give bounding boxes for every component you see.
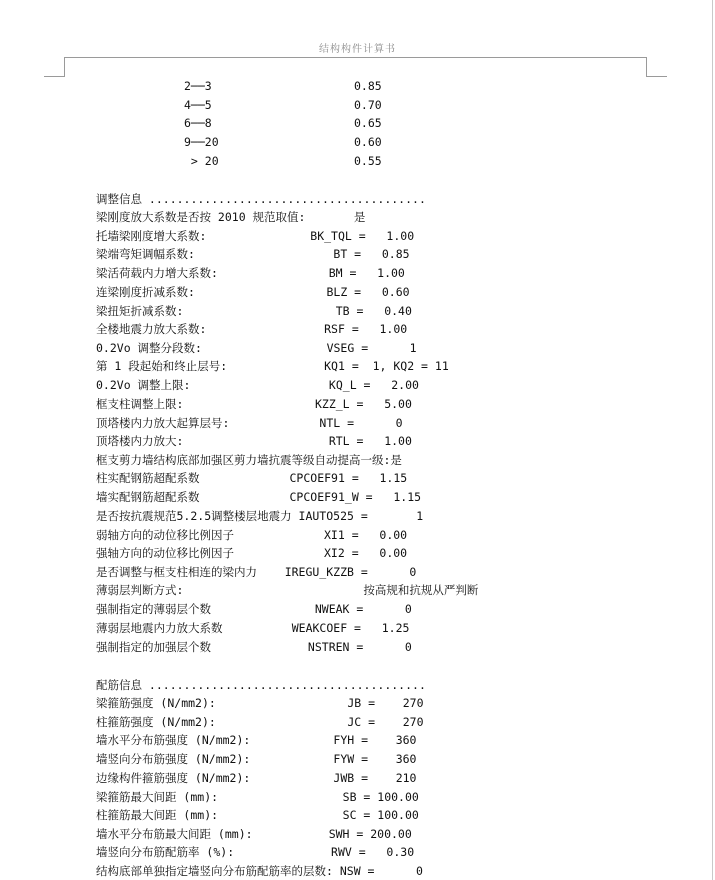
adjust-line: 是否按抗震规范5.2.5调整楼层地震力 IAUTO525 = 1 (96, 509, 424, 523)
rebar-line: 梁箍筋最大间距 (mm): SB = 100.00 (96, 790, 419, 804)
value-cell: 0.70 (354, 98, 382, 112)
page-header-title: 结构构件计算书 (319, 44, 396, 55)
adjust-heading: 调整信息 ........................................ (96, 192, 426, 206)
adjust-line: 框支柱调整上限: KZZ_L = 5.00 (96, 397, 412, 411)
range-cell: 4──5 (184, 98, 212, 112)
range-cell: 9──20 (184, 135, 219, 149)
rebar-line: 墙水平分布筋最大间距 (mm): SWH = 200.00 (96, 827, 412, 841)
rebar-line: 柱箍筋最大间距 (mm): SC = 100.00 (96, 808, 419, 822)
table-row (0, 77, 382, 95)
value-cell: 0.85 (354, 79, 382, 93)
adjust-line: 顶塔楼内力放大起算层号: NTL = 0 (96, 416, 403, 430)
adjust-line: 梁端弯矩调幅系数: BT = 0.85 (96, 247, 410, 261)
header-rule (64, 57, 647, 58)
adjust-line: 第 1 段起始和终止层号: KQ1 = 1, KQ2 = 11 (96, 359, 449, 373)
adjust-line: 墙实配钢筋超配系数 CPCOEF91_W = 1.15 (96, 490, 422, 504)
adjust-line: 0.2Vo 调整上限: KQ_L = 2.00 (96, 378, 419, 392)
adjust-line: 强制指定的加强层个数 NSTREN = 0 (96, 640, 412, 654)
rebar-line: 结构底部单独指定墙竖向分布筋配筋率的层数: NSW = 0 (96, 864, 423, 878)
adjust-line: 梁扭矩折减系数: TB = 0.40 (96, 304, 412, 318)
adjust-line: 托墙梁刚度增大系数: BK_TQL = 1.00 (96, 229, 415, 243)
adjust-line: 顶塔楼内力放大: RTL = 1.00 (96, 434, 412, 448)
adjust-line: 全楼地震力放大系数: RSF = 1.00 (96, 322, 408, 336)
value-cell: 0.60 (354, 135, 382, 149)
adjust-line: 梁活荷载内力增大系数: BM = 1.00 (96, 266, 405, 280)
adjust-line: 柱实配钢筋超配系数 CPCOEF91 = 1.15 (96, 471, 408, 485)
adjust-line: 强制指定的薄弱层个数 NWEAK = 0 (96, 602, 412, 616)
adjust-line: 是否调整与框支柱相连的梁内力 IREGU_KZZB = 0 (96, 565, 417, 579)
adjust-line: 框支剪力墙结构底部加强区剪力墙抗震等级自动提高一级:是 (96, 453, 402, 467)
rebar-line: 柱箍筋强度 (N/mm2): JC = 270 (96, 715, 424, 729)
adjust-line: 薄弱层判断方式: 按高规和抗规从严判断 (96, 583, 479, 597)
page-edge-line (712, 0, 713, 880)
rebar-line: 墙竖向分布筋配筋率 (%): RWV = 0.30 (96, 845, 415, 859)
adjust-line: 连梁刚度折减系数: BLZ = 0.60 (96, 285, 410, 299)
corner-mark-right-horizontal (646, 76, 667, 77)
corner-mark-left-horizontal (44, 76, 65, 77)
table-row (0, 114, 382, 132)
range-cell: > 20 (184, 154, 219, 168)
corner-mark-left-vertical (64, 57, 65, 76)
table-row (0, 133, 382, 151)
range-cell: 6──8 (184, 116, 212, 130)
rebar-line: 墙竖向分布筋强度 (N/mm2): FYW = 360 (96, 752, 417, 766)
adjust-line: 强轴方向的动位移比例因子 XI2 = 0.00 (96, 546, 408, 560)
rebar-line: 墙水平分布筋强度 (N/mm2): FYH = 360 (96, 733, 417, 747)
adjust-line: 弱轴方向的动位移比例因子 XI1 = 0.00 (96, 528, 408, 542)
adjust-line: 薄弱层地震内力放大系数 WEAKCOEF = 1.25 (96, 621, 410, 635)
rebar-line: 边缘构件箍筋强度 (N/mm2): JWB = 210 (96, 771, 417, 785)
adjust-line: 0.2Vo 调整分段数: VSEG = 1 (96, 341, 417, 355)
corner-mark-right-vertical (646, 57, 647, 76)
table-row (0, 152, 382, 170)
adjust-line: 梁刚度放大系数是否按 2010 规范取值: 是 (96, 210, 366, 224)
rebar-line: 梁箍筋强度 (N/mm2): JB = 270 (96, 696, 424, 710)
table-row (0, 96, 382, 114)
rebar-heading: 配筋信息 ........................................ (96, 678, 426, 692)
value-cell: 0.55 (354, 154, 382, 168)
range-cell: 2──3 (184, 79, 212, 93)
value-cell: 0.65 (354, 116, 382, 130)
